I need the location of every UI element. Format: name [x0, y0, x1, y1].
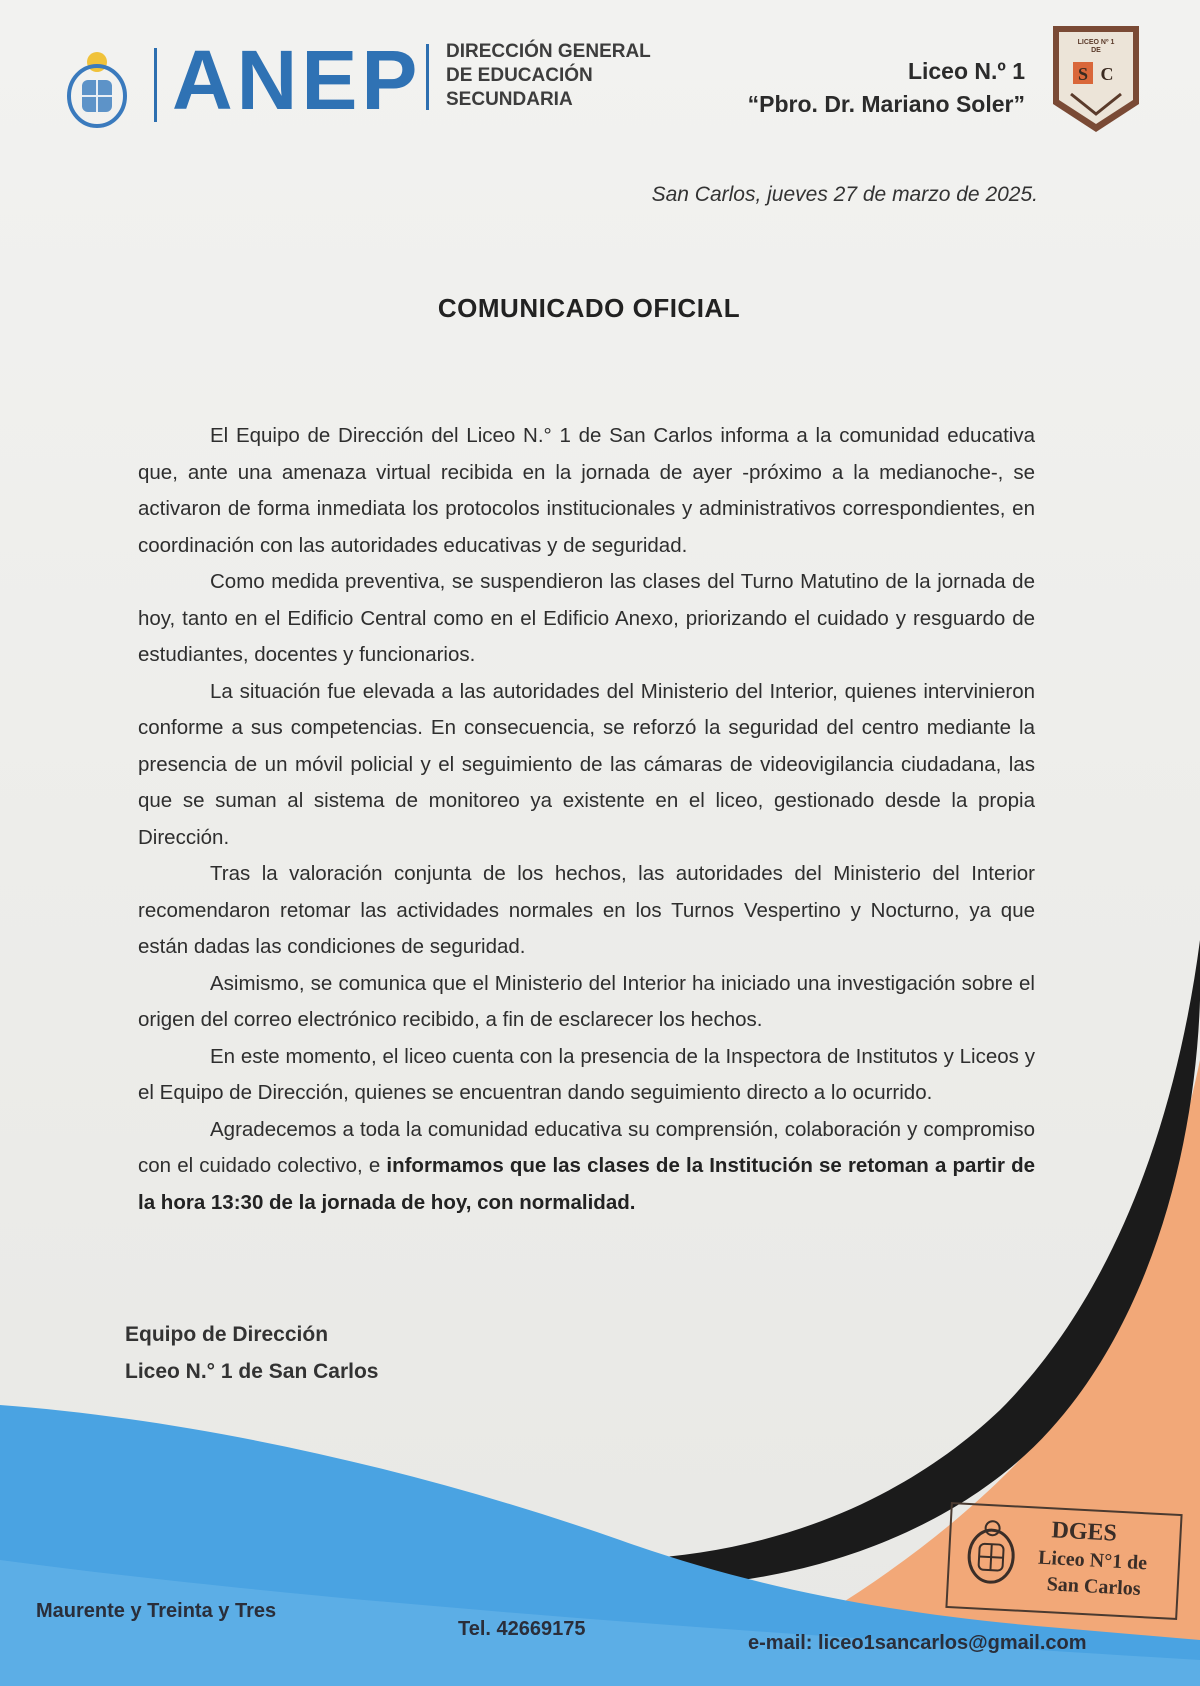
stamp-line: DGES: [1050, 1517, 1118, 1547]
liceo-crest-icon: [1049, 22, 1143, 136]
stamp-seal-icon: [963, 1517, 1021, 1590]
org-line: SECUNDARIA: [446, 89, 573, 110]
paragraph: El Equipo de Dirección del Liceo N.° 1 de San Carlos informa a la comunidad educativa que, ante una amenaza virtual recibida en la jornada de ayer -próximo a la medianoche-, se activaron de forma inmediata los protocolos institucionales y administrativos correspondientes, en coordinación con las autoridades educativas y de seguridad.: [138, 424, 1035, 557]
paragraph: Asimismo, se comunica que el Ministerio del Interior ha iniciado una investigación sobre el origen del correo electrónico recibido, a fin de esclarecer los hechos.: [138, 971, 1035, 1031]
paragraph-final: [138, 1112, 1035, 1222]
uruguay-seal-icon: [62, 48, 132, 128]
stamp-line: San Carlos: [1046, 1573, 1142, 1601]
svg-text:S: S: [1077, 64, 1089, 84]
dges-stamp: [945, 1502, 1182, 1620]
stamp-line: Liceo N°1 de: [1037, 1546, 1148, 1575]
paragraph: En este momento, el liceo cuenta con la presencia de la Inspectora de Institutos y Liceos y el Equipo de Dirección, quienes se encuentran dando seguimiento directo a lo ocurrido.: [138, 1044, 1035, 1104]
letter-body: [138, 418, 1035, 1221]
divider-bar: [154, 48, 157, 122]
signature-line: Liceo N.° 1 de San Carlos: [125, 1360, 379, 1383]
document-title: COMUNICADO OFICIAL: [437, 293, 741, 323]
anep-logo: ANEP: [172, 33, 422, 127]
paragraph: Tras la valoración conjunta de los hechos, las autoridades del Ministerio del Interior recomendaron retomar las actividades normales en los Turnos Vespertino y Nocturno, ya que están dadas las condiciones de seguridad.: [138, 862, 1035, 958]
svg-text:C: C: [1100, 64, 1114, 84]
svg-text:LICEO Nº 1: LICEO Nº 1: [1077, 39, 1115, 46]
paragraph: Como medida preventiva, se suspendieron las clases del Turno Matutino de la jornada de hoy, tanto en el Edificio Central como en el Edificio Anexo, priorizando el cuidado y resguardo de estudiantes, docentes y funcionarios.: [138, 570, 1035, 666]
footer-email: e-mail: liceo1sancarlos@gmail.com: [748, 1632, 1087, 1654]
liceo-number: Liceo N.º 1: [907, 58, 1025, 84]
liceo-name: “Pbro. Dr. Mariano Soler”: [747, 91, 1025, 117]
paragraph-text: Agradecemos a toda la comunidad educativa su comprensión, colaboración y compromiso con el cuidado colectivo, e: [138, 1117, 1035, 1177]
org-line: DIRECCIÓN GENERAL: [446, 41, 651, 62]
footer-address: Maurente y Treinta y Tres: [36, 1600, 277, 1622]
paragraph-bold-text: informamos que las clases de la Institución se retoman a partir de la hora 13:30 de la jornada de hoy, con normalidad.: [138, 1154, 1035, 1214]
org-line: DE EDUCACIÓN: [446, 65, 593, 86]
footer-phone: Tel. 42669175: [458, 1618, 586, 1640]
signature-line: Equipo de Dirección: [125, 1323, 329, 1346]
signature: [125, 1316, 378, 1390]
org-name: [446, 40, 651, 112]
paragraph: La situación fue elevada a las autoridades del Ministerio del Interior, quienes intervinieron conforme a sus competencias. En consecuencia, se reforzó la seguridad del centro mediante la presencia de un móvil policial y el seguimiento de las cámaras de videovigilancia ciudadana, las que se suman al sistema de monitoreo ya existente en el liceo, gestionado desde la propia Dirección.: [138, 679, 1035, 849]
svg-text:DE: DE: [1091, 47, 1101, 54]
divider-bar: [426, 44, 429, 110]
date-line: San Carlos, jueves 27 de marzo de 2025.: [651, 183, 1038, 206]
